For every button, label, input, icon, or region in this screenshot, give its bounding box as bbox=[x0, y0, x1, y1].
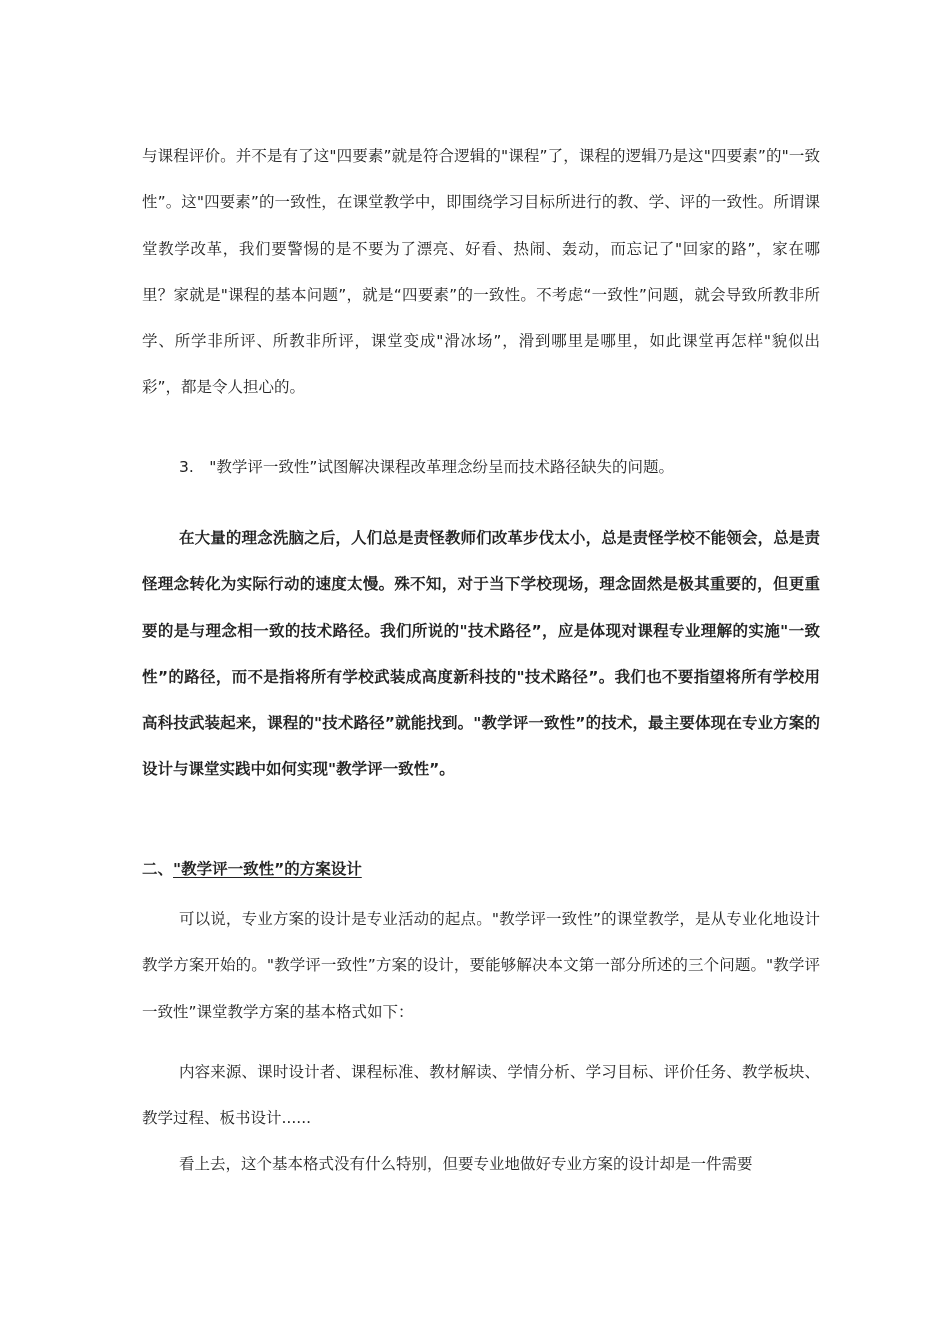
paragraph-scheme-design: 可以说，专业方案的设计是专业活动的起点。"教学评一致性”的课堂教学，是从专业化地设计教学方案开始的。"教学评一致性”方案的设计，要能够解决本文第一部分所述的三个问题。"教学评一致性”课堂教学方案的基本格式如下： bbox=[142, 910, 820, 1021]
paragraph-four-elements: 与课程评价。并不是有了这"四要素”就是符合逻辑的"课程”了，课程的逻辑乃是这"四要素”的"一致性”。这"四要素”的一致性，在课堂教学中，即围绕学习目标所进行的教、学、评的一致性。所谓课堂教学改革，我们要警惕的是不要为了漂亮、好看、热闹、轰动，而忘记了"回家的路”，家在哪里？家就是"课程的基本问题”，就是“四要素”的一致性。不考虑“一致性”问题，就会导致所教非所学、所学非所评、所教非所评，课堂变成"滑冰场”，滑到哪里是哪里，如此课堂再怎样"貌似出彩”，都是令人担心的。 bbox=[142, 147, 820, 397]
section-heading bbox=[142, 857, 362, 881]
paragraph-closing: 看上去，这个基本格式没有什么特别，但要专业地做好专业方案的设计却是一件需要 bbox=[179, 1155, 753, 1173]
section-heading-title: "教学评一致性”的方案设计 bbox=[173, 860, 362, 878]
section-heading-number: 二、 bbox=[142, 860, 174, 878]
paragraph-point-3: 3. "教学评一致性”试图解决课程改革理念纷呈而技术路径缺失的问题。 bbox=[179, 458, 674, 476]
paragraph-technical-path: 在大量的理念洗脑之后，人们总是责怪教师们改革步伐太小，总是责怪学校不能领会，总是责怪理念转化为实际行动的速度太慢。殊不知，对于当下学校现场，理念固然是极其重要的，但更重要的是与理念相一致的技术路径。我们所说的"技术路径”，应是体现对课程专业理解的实施"一致性”的路径，而不是指将所有学校武装成高度新科技的"技术路径”。我们也不要指望将所有学校用高科技武装起来，课程的"技术路径”就能找到。"教学评一致性”的技术，最主要体现在专业方案的设计与课堂实践中如何实现"教学评一致性”。 bbox=[142, 529, 820, 779]
paragraph-format-list: 内容来源、课时设计者、课程标准、教材解读、学情分析、学习目标、评价任务、教学板块、教学过程、板书设计...... bbox=[142, 1063, 820, 1128]
